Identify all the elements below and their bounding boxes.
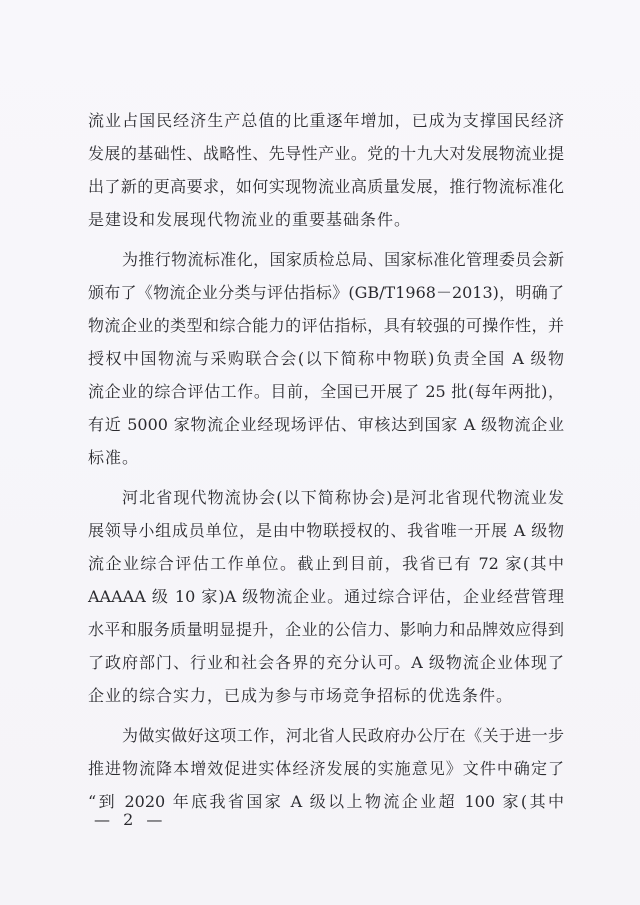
text-line: 发展的基础性、战略性、先导性产业。党的十九大对发展物流业提: [88, 144, 564, 163]
paragraph: [88, 719, 564, 818]
text-line: 展领导小组成员单位，是由中物联授权的、我省唯一开展 A 级物: [88, 521, 564, 540]
text-line: 流业占国民经济生产总值的比重逐年增加，已成为支撑国民经济: [88, 111, 564, 130]
text-line: 为做实做好这项工作，河北省人民政府办公厅在《关于进一步: [122, 726, 564, 745]
text-line: 出了新的更高要求，如何实现物流业高质量发展，推行物流标准化: [88, 177, 564, 196]
text-line: 是建设和发展现代物流业的重要基础条件。: [88, 210, 412, 229]
paragraph: [88, 481, 564, 712]
text-line: 了政府部门、行业和社会各界的充分认可。A 级物流企业体现了: [88, 653, 564, 672]
text-line: 推进物流降本增效促进实体经济发展的实施意见》文件中确定了: [88, 759, 564, 778]
text-line: 河北省现代物流协会(以下简称协会)是河北省现代物流业发: [122, 488, 564, 507]
text-line: 物流企业的类型和综合能力的评估指标，具有较强的可操作性，并: [88, 316, 564, 335]
text-line: AAAAA 级 10 家)A 级物流企业。通过综合评估，企业经营管理: [88, 587, 564, 606]
text-line: 流企业的综合评估工作。目前，全国已开展了 25 批(每年两批)，: [88, 382, 564, 401]
text-line: 水平和服务质量明显提升，企业的公信力、影响力和品牌效应得到: [88, 620, 564, 639]
page-number: — 2 —: [94, 810, 167, 829]
text-line: “到 2020 年底我省国家 A 级以上物流企业超 100 家(其中: [88, 792, 564, 811]
text-line: 流企业综合评估工作单位。截止到目前，我省已有 72 家(其中: [88, 554, 564, 573]
text-line: 为推行物流标准化，国家质检总局、国家标准化管理委员会新: [122, 250, 564, 269]
document-body: [88, 104, 564, 825]
text-line: 企业的综合实力，已成为参与市场竞争招标的优选条件。: [88, 686, 514, 705]
text-line: 标准。: [88, 448, 140, 467]
paragraph: [88, 243, 564, 474]
text-line: 授权中国物流与采购联合会(以下简称中物联)负责全国 A 级物: [88, 349, 564, 368]
paragraph: [88, 104, 564, 236]
text-line: 颁布了《物流企业分类与评估指标》(GB/T1968－2013)，明确了: [88, 283, 564, 302]
text-line: 有近 5000 家物流企业经现场评估、审核达到国家 A 级物流企业: [88, 415, 564, 434]
